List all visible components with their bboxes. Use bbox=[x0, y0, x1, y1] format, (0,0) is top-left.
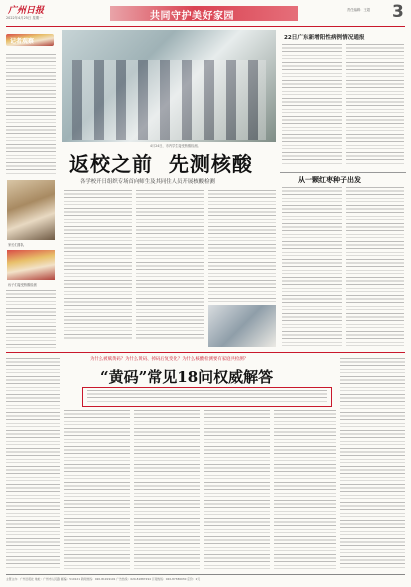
top-right-text-b bbox=[346, 44, 404, 164]
side-rule bbox=[280, 172, 406, 173]
top-right-text-a bbox=[282, 44, 342, 164]
date-line: 2022年4月25日 星期一 bbox=[6, 16, 43, 20]
lower-lead-box bbox=[82, 387, 332, 407]
main-headline: 返校之前 先测核酸 bbox=[69, 152, 253, 176]
lower-divider bbox=[6, 352, 405, 353]
side-headline: 从一颗红枣种子出发 bbox=[298, 176, 361, 184]
top-right-news bbox=[280, 30, 406, 170]
lower-col-5 bbox=[340, 358, 405, 570]
main-body-col-1 bbox=[64, 190, 132, 340]
left-article-text-2 bbox=[6, 290, 56, 348]
banner-title: 共同守护美好家园 bbox=[150, 11, 234, 22]
main-photo-caption: 4月24日，市内学生接受核酸检测。 bbox=[150, 144, 201, 148]
child-photo bbox=[208, 305, 276, 347]
masthead bbox=[0, 0, 411, 28]
lower-col-1 bbox=[64, 410, 130, 570]
masthead-rule bbox=[6, 26, 405, 27]
section-tag: 记者观察 bbox=[10, 38, 35, 45]
main-subheadline: 各学校开日组织专场首向师生及其同住人员开展核酸检测 bbox=[80, 179, 215, 185]
side-column bbox=[280, 172, 406, 348]
lower-lead-text bbox=[87, 390, 327, 404]
top-right-headline: 22日广东新增阳性病例情况通报 bbox=[284, 35, 365, 41]
main-body-col-3 bbox=[208, 190, 276, 302]
main-body-col-2 bbox=[136, 190, 204, 340]
newspaper-logo: 广州日报 bbox=[8, 6, 45, 16]
left-photo-2 bbox=[7, 250, 55, 280]
lower-col-3 bbox=[204, 410, 270, 570]
photo-figures bbox=[72, 60, 266, 140]
footer-rule bbox=[6, 574, 405, 575]
side-text-b bbox=[346, 187, 404, 347]
left-caption-2: 孩子们接受核酸检测 bbox=[8, 283, 37, 287]
page-number: 3 bbox=[392, 2, 404, 22]
left-caption-1: 家长们排队 bbox=[8, 243, 24, 247]
side-text-a bbox=[282, 187, 342, 347]
left-column bbox=[6, 30, 60, 348]
lower-left-column bbox=[6, 358, 60, 568]
main-photo bbox=[62, 30, 276, 142]
left-article-text bbox=[6, 54, 56, 174]
lower-col-4 bbox=[274, 410, 336, 570]
lower-headline: “黄码”常见18问权威解答 bbox=[100, 368, 274, 386]
left-photo-1 bbox=[7, 180, 55, 240]
footer-line: 主管主办：广州日报社 地址：广州市人民路 邮编：510121 新闻热线：020-81919191 广告热线：020-81887294 订阅热线：020-87386030 定价：2元 bbox=[6, 577, 201, 581]
lower-intro: 为什么被赋黄码？为什么黄码、掉码后复变化？为什么核酸检测要有家庭共检测？ bbox=[90, 357, 249, 362]
editor-credit: 责任编辑：王超 bbox=[347, 8, 371, 12]
lower-col-2 bbox=[134, 410, 200, 570]
